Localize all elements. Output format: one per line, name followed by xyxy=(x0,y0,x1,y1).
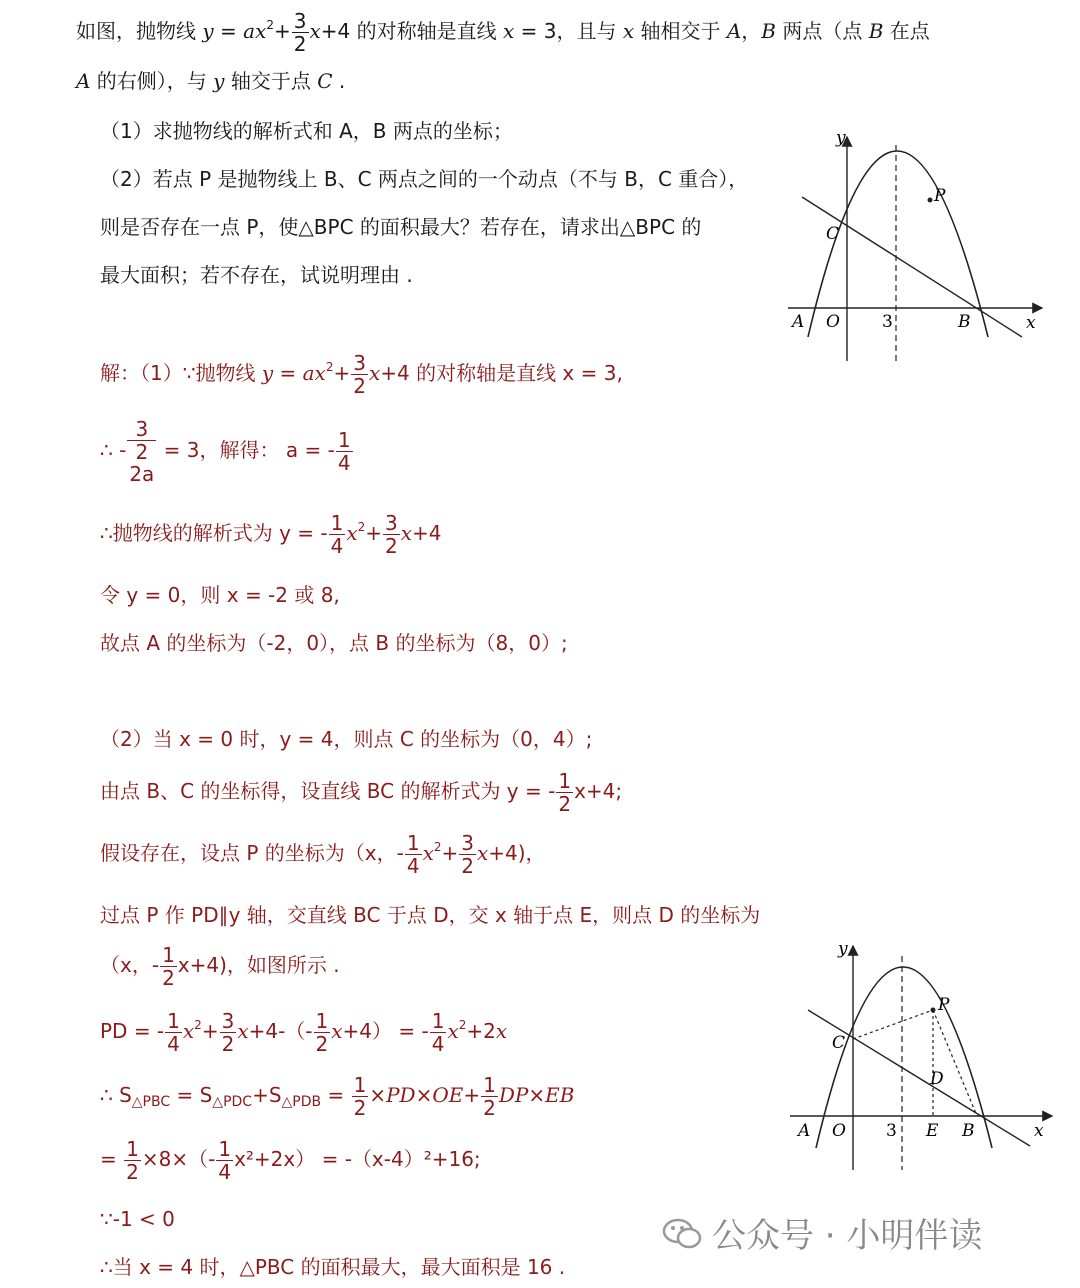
label-c-2: C xyxy=(832,1033,846,1053)
question-2-line-1: （2）若点 P 是抛物线上 B、C 两点之间的一个动点（不与 B，C 重合）， xyxy=(100,167,749,191)
label-c: C xyxy=(826,224,840,244)
label-b: B xyxy=(958,312,971,332)
label-x: x xyxy=(1026,313,1036,333)
label-o-2: O xyxy=(832,1121,846,1141)
solution-part2-line-5: （x，- $\frac{1}{2}$ x+4)，如图所示 . xyxy=(100,943,340,990)
segment-cp xyxy=(853,1010,933,1039)
parabola-curve xyxy=(808,151,988,337)
label-y: y xyxy=(836,128,846,148)
label-p-2: P xyxy=(938,995,950,1015)
solution-part2-line-3: 假设存在，设点 P 的坐标为（x，- $\frac{1}{4}$ $x^2+$ $\frac{3}{2}$ x+4)， xyxy=(100,831,546,878)
solution-line-3: ∴抛物线的解析式为 y = - $\frac{1}{4}$ $x^2+$ $\frac{3}{2}$ x+4 xyxy=(100,511,442,558)
solution-line-5: 故点 A 的坐标为（-2，0），点 B 的坐标为（8，0）; xyxy=(100,631,568,655)
problem-line-1: 如图，抛物线 $y = ax^2+$ $\frac{3}{2}$ x+4 的对称轴是直线 x = 3，且与 x 轴相交于 A，B 两点（点 B 在点 xyxy=(76,9,930,56)
watermark-text: 公众号 · 小明伴读 xyxy=(712,1216,983,1256)
solution-part2-line-9: ∵-1 < 0 xyxy=(100,1207,175,1231)
question-1: （1）求抛物线的解析式和 A，B 两点的坐标； xyxy=(100,119,513,143)
label-y-2: y xyxy=(838,939,848,959)
solution-part2-line-8: = $\frac{1}{2}$ ×8×（- $\frac{1}{4}$ x²+2x） = -（x-4）²+16; xyxy=(100,1137,481,1184)
solution-line-2: ∴ - 3 2 2a = 3，解得： a = - $\frac{1}{4}$ xyxy=(100,417,351,486)
point-p xyxy=(928,198,933,203)
label-x-2: x xyxy=(1034,1121,1044,1141)
wechat-icon xyxy=(662,1216,702,1250)
label-e: E xyxy=(926,1121,939,1141)
label-3: 3 xyxy=(882,312,893,332)
label-3-2: 3 xyxy=(886,1121,897,1141)
point-p-2 xyxy=(931,1008,936,1013)
solution-line-1: 解：（1）∵抛物线 $y = ax^2+$ $\frac{3}{2}$ x+4 的对称轴是直线 x = 3, xyxy=(100,351,623,398)
question-2-line-3: 最大面积；若不存在，试说明理由 . xyxy=(100,263,413,287)
solution-part2-line-7: ∴ $S_{\triangle PBC} = S_{\triangle PDC}+S_{\triangle PDB}$ = $\frac{1}{2}$ ×PD×OE+ $\frac{1}{2}$ DP×EB xyxy=(100,1073,575,1120)
label-d: D xyxy=(930,1069,944,1089)
question-2-line-2: 则是否存在一点 P，使△BPC 的面积最大？若存在，请求出△BPC 的 xyxy=(100,215,702,239)
parabola-graph-2 xyxy=(786,938,1060,1178)
label-a: A xyxy=(792,312,805,332)
label-o: O xyxy=(826,312,840,332)
solution-part2-line-1: （2）当 x = 0 时，y = 4，则点 C 的坐标为（0，4）; xyxy=(100,727,593,751)
solution-part2-line-2: 由点 B、C 的坐标得，设直线 BC 的解析式为 y = - $\frac{1}{2}$ x+4; xyxy=(100,769,623,816)
label-b-2: B xyxy=(962,1121,975,1141)
problem-line-2: A 的右侧），与 y 轴交于点 C . xyxy=(76,69,346,93)
solution-part2-line-4: 过点 P 作 PD∥y 轴，交直线 BC 于点 D，交 x 轴于点 E，则点 D 的坐标为 xyxy=(100,903,761,927)
watermark xyxy=(662,1208,982,1257)
parabola-graph-1 xyxy=(780,125,1050,365)
label-p: P xyxy=(934,186,946,206)
solution-part2-line-6: PD = - $\frac{1}{4}$ $x^2+$ $\frac{3}{2}$ x+4-（- $\frac{1}{2}$ x+4） = - $\frac{1}{4}$ $x^2+2x$ xyxy=(100,1009,508,1056)
label-a-2: A xyxy=(798,1121,811,1141)
solution-line-4: 令 y = 0，则 x = -2 或 8, xyxy=(100,583,340,607)
solution-part2-line-10: ∴当 x = 4 时，△PBC 的面积最大，最大面积是 16 . xyxy=(100,1255,566,1279)
